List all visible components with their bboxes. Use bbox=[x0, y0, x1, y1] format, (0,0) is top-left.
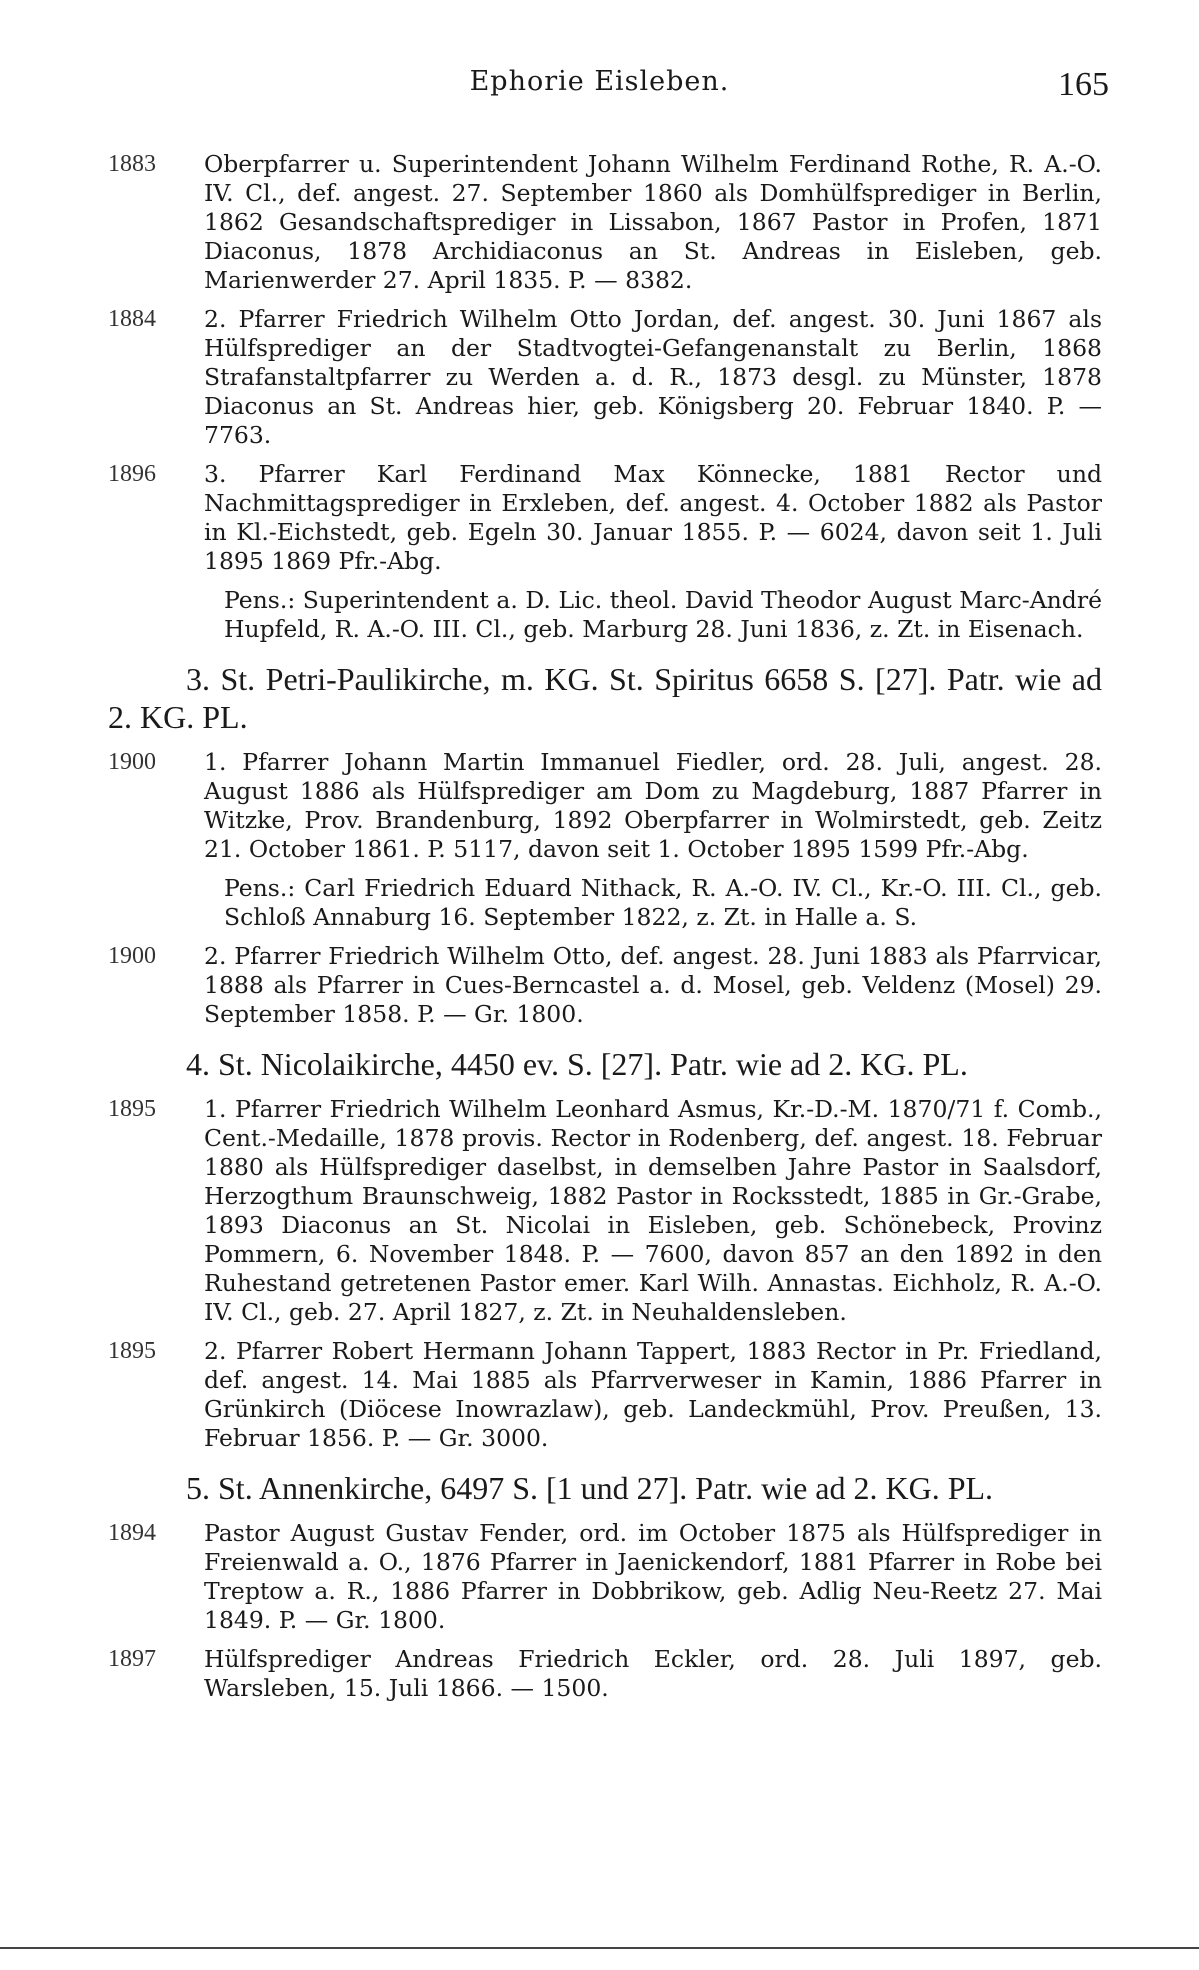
entry-year: 1883 bbox=[108, 151, 156, 177]
entry-year: 1900 bbox=[108, 943, 156, 969]
entry-year: 1896 bbox=[108, 461, 156, 487]
entry bbox=[108, 460, 1102, 576]
entry bbox=[108, 1095, 1102, 1327]
bottom-rule bbox=[0, 1947, 1199, 1949]
entry-text: 2. Pfarrer Friedrich Wilhelm Otto Jordan, def. angest. 30. Juni 1867 als Hülfsprediger an der Stadtvogtei-Gefangenanstalt zu Berlin, 1868 Strafanstaltpfarrer zu Werden a. d. R., 1873 desgl. zu Münster, 1878 Diaconus an St. Andreas hier, geb. Königsberg 20. Februar 1840. P. — 7763. bbox=[204, 305, 1102, 449]
entry-year: 1894 bbox=[108, 1520, 156, 1546]
entry-text: 2. Pfarrer Friedrich Wilhelm Otto, def. angest. 28. Juni 1883 als Pfarrvicar, 1888 als Pfarrer in Cues-Berncastel a. d. Mosel, geb. Veldenz (Mosel) 29. September 1858. P. — Gr. 1800. bbox=[204, 942, 1102, 1028]
running-head bbox=[0, 66, 1199, 106]
section-heading-5: 5. St. Annenkirche, 6497 S. [1 und 27]. Patr. wie ad 2. KG. PL. bbox=[186, 1470, 994, 1506]
pension-note: Pens.: Carl Friedrich Eduard Nithack, R. A.-O. IV. Cl., Kr.-O. III. Cl., geb. Schloß Annaburg 16. September 1822, z. Zt. in Halle a. S. bbox=[224, 874, 1102, 931]
entry bbox=[108, 1337, 1102, 1453]
entry bbox=[108, 1645, 1102, 1703]
pension-note: Pens.: Superintendent a. D. Lic. theol. David Theodor August Marc-André Hupfeld, R. A.-O. III. Cl., geb. Marburg 28. Juni 1836, z. Zt. in Eisenach. bbox=[224, 586, 1102, 643]
entry bbox=[108, 748, 1102, 864]
entry-text: Hülfsprediger Andreas Friedrich Eckler, ord. 28. Juli 1897, geb. Warsleben, 15. Juli 1866. — 1500. bbox=[204, 1645, 1102, 1702]
entry-year: 1897 bbox=[108, 1646, 156, 1672]
page-title: Ephorie Eisleben. bbox=[469, 66, 730, 97]
page-number: 165 bbox=[1058, 66, 1109, 103]
entry-text: 1. Pfarrer Friedrich Wilhelm Leonhard Asmus, Kr.-D.-M. 1870/71 f. Comb., Cent.-Medaille, 1878 provis. Rector in Rodenberg, def. angest. 18. Februar 1880 als Hülfsprediger daselbst, in demselben Jahre Pastor in Saalsdorf, Herzogthum Braunschweig, 1882 Pastor in Rocksstedt, 1885 in Gr.-Grabe, 1893 Diaconus an St. Nicolai in Eisleben, geb. Schönebeck, Provinz Pommern, 6. November 1848. P. — 7600, davon 857 an den 1892 in den Ruhestand getretenen Pastor emer. Karl Wilh. Annastas. Eichholz, R. A.-O. IV. Cl., geb. 27. April 1827, z. Zt. in Neuhaldensleben. bbox=[204, 1095, 1102, 1326]
section-heading-3: 3. St. Petri-Paulikirche, m. KG. St. Spiritus 6658 S. [27]. Patr. wie ad 2. KG. PL. bbox=[108, 661, 1102, 735]
page-content bbox=[108, 150, 1102, 1713]
entry-year: 1895 bbox=[108, 1096, 156, 1122]
entry-year: 1895 bbox=[108, 1338, 156, 1364]
entry bbox=[108, 942, 1102, 1029]
section-heading-4: 4. St. Nicolaikirche, 4450 ev. S. [27]. Patr. wie ad 2. KG. PL. bbox=[186, 1046, 968, 1082]
entry bbox=[108, 150, 1102, 295]
entry-text: 3. Pfarrer Karl Ferdinand Max Könnecke, 1881 Rector und Nachmittagsprediger in Erxleben, def. angest. 4. October 1882 als Pastor in Kl.-Eichstedt, geb. Egeln 30. Januar 1855. P. — 6024, davon seit 1. Juli 1895 1869 Pfr.-Abg. bbox=[204, 460, 1102, 575]
entry bbox=[108, 1519, 1102, 1635]
entry bbox=[108, 305, 1102, 450]
entry-text: Oberpfarrer u. Superintendent Johann Wilhelm Ferdinand Rothe, R. A.-O. IV. Cl., def. angest. 27. September 1860 als Domhülfsprediger in Berlin, 1862 Gesandschaftsprediger in Lissabon, 1867 Pastor in Profen, 1871 Diaconus, 1878 Archidiaconus an St. Andreas in Eisleben, geb. Marienwerder 27. April 1835. P. — 8382. bbox=[204, 150, 1102, 294]
entry-year: 1900 bbox=[108, 749, 156, 775]
entry-text: 2. Pfarrer Robert Hermann Johann Tappert, 1883 Rector in Pr. Friedland, def. angest. 14. Mai 1885 als Pfarrverweser in Kamin, 1886 Pfarrer in Grünkirch (Diöcese Inowrazlaw), geb. Landeckmühl, Prov. Preußen, 13. Februar 1856. P. — Gr. 3000. bbox=[204, 1337, 1102, 1452]
entry-year: 1884 bbox=[108, 306, 156, 332]
entry-text: Pastor August Gustav Fender, ord. im October 1875 als Hülfsprediger in Freienwald a. O., 1876 Pfarrer in Jaenickendorf, 1881 Pfarrer in Robe bei Treptow a. R., 1886 Pfarrer in Dobbrikow, geb. Adlig Neu-Reetz 27. Mai 1849. P. — Gr. 1800. bbox=[204, 1519, 1102, 1634]
entry-text: 1. Pfarrer Johann Martin Immanuel Fiedler, ord. 28. Juli, angest. 28. August 1886 als Hülfsprediger am Dom zu Magdeburg, 1887 Pfarrer in Witzke, Prov. Brandenburg, 1892 Oberpfarrer in Wolmirstedt, geb. Zeitz 21. October 1861. P. 5117, davon seit 1. October 1895 1599 Pfr.-Abg. bbox=[204, 748, 1102, 863]
